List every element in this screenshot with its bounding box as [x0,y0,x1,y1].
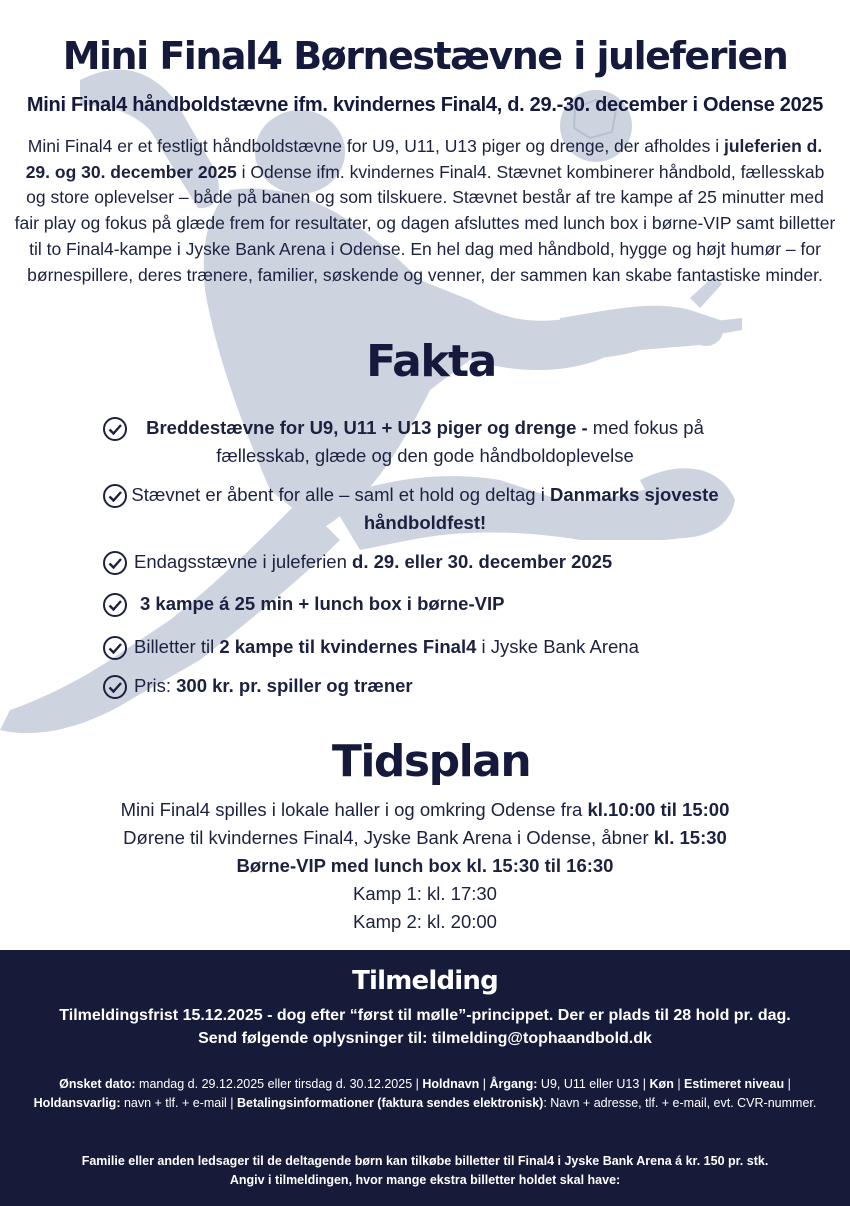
info-sep: | [673,1077,685,1091]
info-year-value: U9, U11 eller U13 | [537,1077,650,1091]
info-sep: | [784,1077,791,1091]
info-pay-label: Betalingsinformationer (faktura sendes elektronisk) [236,1096,544,1110]
check-circle-icon [102,592,128,618]
info-level-label: Estimeret niveau [684,1077,785,1091]
fact-1-text: med fokus på fællesskab, glæde og den gode håndboldoplevelse [216,417,704,466]
fact-4-bold: 3 kampe á 25 min + lunch box i børne-VIP [140,593,505,614]
check-circle-icon [102,635,128,661]
facts-heading: Fakta [366,336,496,387]
schedule-list [0,796,850,936]
schedule-line: Kamp 1: kl. 17:30 [353,883,497,904]
schedule-1-text: Mini Final4 spilles i lokale haller i og omkring Odense fra [120,799,588,820]
info-date-value: mandag d. 29.12.2025 eller tirsdag d. 30.12.2025 | [135,1077,423,1091]
fact-2-bold: Danmarks sjoveste håndboldfest! [363,484,719,533]
check-circle-icon [102,416,128,442]
schedule-2-text: Dørene til kvindernes Final4, Jyske Bank Arena i Odense, åbner [123,827,654,848]
check-circle-icon [102,550,128,576]
intro-bold-dates: juleferien d. 29. og 30. december 2025 [25,136,823,182]
schedule-1-bold: kl.10:00 til 15:00 [587,799,730,820]
fact-item [100,633,740,661]
fact-item [100,414,740,470]
schedule-line [0,852,850,880]
page-title: Mini Final4 Børnestævne i juleferien [62,34,788,78]
fact-5-text: Billetter til [134,636,220,657]
fact-item [100,590,740,618]
schedule-line [0,824,850,852]
info-resp-value: navn + tlf. + e-mail | [120,1096,237,1110]
info-date-label: Ønsket dato: [59,1077,136,1091]
info-gender-label: Køn [649,1077,674,1091]
fact-item [100,672,740,700]
fact-3-text: Endagsstævne i juleferien [134,551,353,572]
fact-5-rest: i Jyske Bank Arena [476,636,639,657]
intro-paragraph [14,134,836,288]
info-resp-label: Holdansvarlig: [33,1096,121,1110]
info-pay-value: : Navn + adresse, tlf. + e-mail, evt. CVR-nummer. [543,1096,817,1110]
family-tickets-instruction: Angiv i tilmeldingen, hvor mange ekstra billetter holdet skal have: [229,1173,621,1187]
fact-2-text: Stævnet er åbent for alle – saml et hold og deltag i [131,484,550,505]
fact-item [100,481,740,537]
schedule-3-bold: Børne-VIP med lunch box kl. 15:30 til 16:30 [236,855,614,876]
fact-6-text: Pris: [134,675,177,696]
schedule-line: Kamp 2: kl. 20:00 [353,911,497,932]
info-sep: | [479,1077,490,1091]
intro-text-2: i Odense ifm. kvindernes Final4. Stævnet kombinerer håndbold, fællesskab og store oplevelser – både på banen og som tilskuere. Stævnet består af tre kampe af 25 minutter med fair play og fokus på glæde frem for resultater, og dagen afsluttes med lunch box i børne-VIP samt billetter til to Final4-kampe i Jyske Bank Arena i Odense. En hel dag med håndbold, hygge og højt humør – for børnespillere, deres trænere, familier, søskende og venner, der sammen kan skabe fantastiske minder. [14,161,836,285]
fact-5-bold: 2 kampe til kvindernes Final4 [219,636,477,657]
fact-item [100,548,740,576]
signup-section [0,950,850,1206]
schedule-heading: Tidsplan [331,736,531,787]
info-year-label: Årgang: [489,1077,538,1091]
check-circle-icon [102,674,128,700]
schedule-2-bold: kl. 15:30 [653,827,727,848]
fact-3-bold: d. 29. eller 30. december 2025 [352,551,613,572]
signup-required-info [18,1075,832,1113]
info-team-label: Holdnavn [422,1077,480,1091]
family-tickets-line: Familie eller anden ledsager til de deltagende børn kan tilkøbe billetter til Final4 i Jyske Bank Arena á kr. 150 pr. stk. [81,1154,769,1168]
signup-heading: Tilmelding [352,966,498,996]
schedule-line [0,796,850,824]
intro-text-1: Mini Final4 er et festligt håndboldstævne for U9, U11, U13 piger og drenge, der afholdes i [27,136,724,156]
signup-deadline: Tilmeldingsfrist 15.12.2025 - dog efter “først til mølle”-princippet. Der er plads til 28 hold pr. dag. [59,1007,791,1024]
signup-email-line[interactable]: Send følgende oplysninger til: tilmelding@tophaandbold.dk [198,1030,652,1047]
fact-6-bold: 300 kr. pr. spiller og træner [176,675,413,696]
check-circle-icon [102,483,128,509]
fact-1-bold: Breddestævne for U9, U11 + U13 piger og drenge - [146,417,588,438]
page-subtitle: Mini Final4 håndboldstævne ifm. kvindernes Final4, d. 29.-30. december i Odense 2025 [26,94,824,116]
